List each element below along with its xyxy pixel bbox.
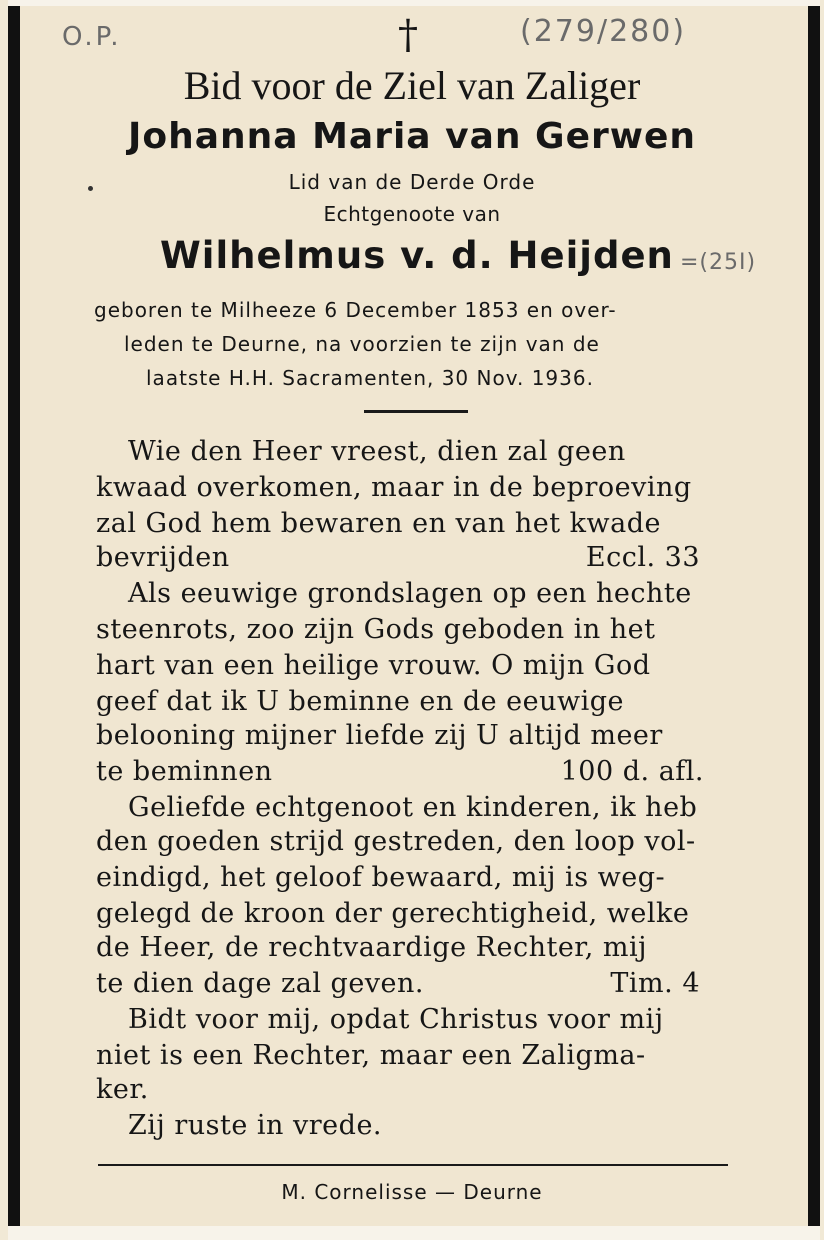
verse-1-reference: Eccl. 33 (585, 542, 700, 573)
bio-line-3: laatste H.H. Sacramenten, 30 Nov. 1936. (146, 366, 594, 390)
verse-3-line-6-text: te dien dage zal geven. (96, 968, 425, 999)
pencil-note-reference: (279/280) (520, 14, 687, 49)
verse-2-line-5: belooning mijner liefde zij U altijd meer (96, 720, 663, 751)
verse-2-line-6 (96, 756, 704, 787)
pencil-note-top-left: O.P. (62, 22, 122, 52)
verse-1-line-4 (96, 542, 700, 573)
bio-line-2: leden te Deurne, na voorzien te zijn van de (124, 332, 600, 356)
bio-line-1: geboren te Milheeze 6 December 1853 en over- (94, 298, 617, 322)
spouse-name: Wilhelmus v. d. Heijden (160, 234, 674, 277)
verse-3-line-3: eindigd, het geloof bewaard, mij is weg- (96, 862, 666, 893)
verse-3-line-1: Geliefde echtgenoot en kinderen, ik heb (128, 792, 698, 823)
cross-icon: † (398, 12, 418, 58)
verse-1-line-1: Wie den Heer vreest, dien zal geen (128, 436, 626, 467)
verse-1-line-2: kwaad overkomen, maar in de beproeving (96, 472, 692, 503)
verse-2-line-2: steenrots, zoo zijn Gods geboden in het (96, 614, 656, 645)
card-bottom-edge (8, 1226, 820, 1240)
verse-2-line-4: geef dat ik U beminne en de eeuwige (96, 686, 625, 717)
verse-1-line-3: zal God hem bewaren en van het kwade (96, 508, 662, 539)
closing-line: Zij ruste in vrede. (128, 1110, 383, 1141)
verse-1-line-4-text: bevrijden (96, 542, 230, 573)
divider-rule (364, 410, 468, 413)
intro-line: Bid voor de Ziel van Zaliger (183, 63, 641, 108)
verse-3-reference: Tim. 4 (610, 968, 700, 999)
verse-2-line-6-text: te beminnen (96, 756, 273, 787)
verse-2-reference: 100 d. afl. (560, 756, 704, 787)
verse-3-line-2: den goeden strijd gestreden, den loop vol- (96, 826, 696, 857)
verse-2-line-3: hart van een heilige vrouw. O mijn God (96, 650, 651, 681)
footer-rule (98, 1164, 728, 1166)
verse-3-line-4: gelegd de kroon der gerechtigheid, welke (96, 898, 690, 929)
pencil-note-side: =(25I) (680, 250, 757, 275)
verse-4-line-3: ker. (96, 1074, 149, 1105)
card-left-edge (8, 0, 20, 1240)
order-line: Lid van de Derde Orde (288, 170, 536, 194)
printer-credit: M. Cornelisse — Deurne (281, 1180, 543, 1204)
verse-3-line-6 (96, 968, 700, 999)
card-right-edge (808, 0, 820, 1240)
verse-4-line-2: niet is een Rechter, maar een Zaligma- (96, 1040, 646, 1071)
deceased-name: Johanna Maria van Gerwen (127, 116, 697, 157)
verse-2-line-1: Als eeuwige grondslagen op een hechte (128, 578, 692, 609)
verse-4-line-1: Bidt voor mij, opdat Christus voor mij (128, 1004, 664, 1035)
verse-3-line-5: de Heer, de rechtvaardige Rechter, mij (96, 932, 648, 963)
spouse-label: Echtgenoote van (323, 202, 501, 226)
